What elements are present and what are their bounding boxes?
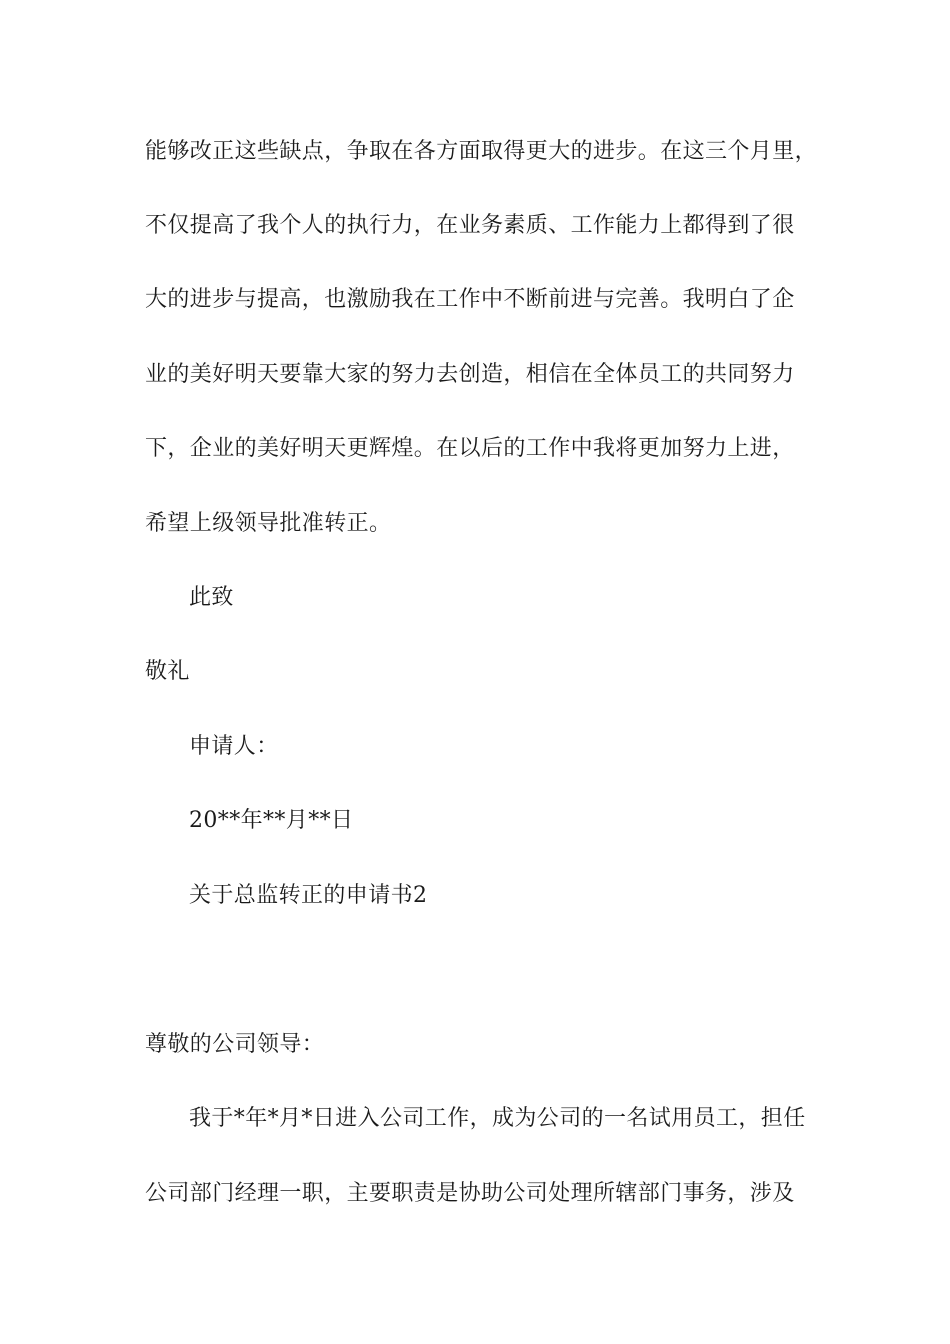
paragraph-line: 下，企业的美好明天更辉煌。在以后的工作中我将更加努力上进， [145, 436, 795, 461]
paragraph-line: 业的美好明天要靠大家的努力去创造，相信在全体员工的共同努力 [145, 362, 795, 387]
paragraph-line: 大的进步与提高，也激励我在工作中不断前进与完善。我明白了企 [145, 287, 795, 312]
applicant-label: 申请人： [189, 734, 279, 759]
date-line: 20**年**月**日 [189, 808, 354, 833]
salutation: 尊敬的公司领导： [145, 1032, 325, 1057]
paragraph-line: 希望上级领导批准转正。 [145, 511, 392, 536]
paragraph-line: 不仅提高了我个人的执行力，在业务素质、工作能力上都得到了很 [145, 213, 795, 238]
closing-salute: 敬礼 [145, 659, 190, 684]
closing-phrase: 此致 [189, 585, 234, 610]
paragraph-line: 公司部门经理一职，主要职责是协助公司处理所辖部门事务，涉及 [145, 1181, 795, 1206]
paragraph-line: 我于*年*月*日进入公司工作，成为公司的一名试用员工，担任 [189, 1106, 806, 1131]
paragraph-line: 能够改正这些缺点，争取在各方面取得更大的进步。在这三个月里， [145, 139, 818, 164]
section-title: 关于总监转正的申请书2 [189, 883, 428, 908]
